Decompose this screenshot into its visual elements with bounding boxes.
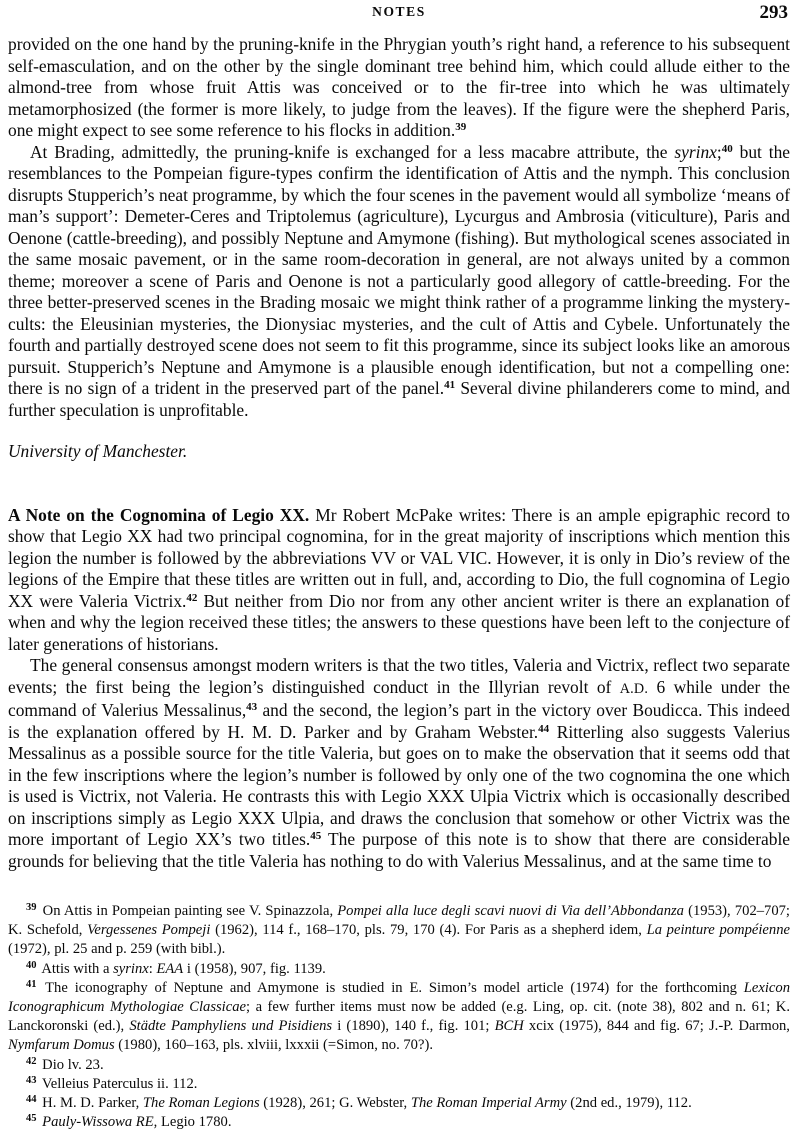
- footnote-reference[interactable]: 39: [455, 121, 467, 133]
- text-run: provided on the one hand by the pruning-knife in the Phrygian youth’s right hand, a reference to his subsequent self-emasculation, and on the other by the single dominant tree behind him, which could allude either to the almond-tree from whose fruit Attis was conceived or to the fir-tree into which he was ultimately metamorphosized (the former is more likely, to judge from the leaves). If the figure were the shepherd Paris, one might expect to see some reference to his flocks in addition.: [8, 34, 790, 140]
- footnote-43: [8, 1075, 790, 1094]
- text-run: The general consensus amongst modern writers is that the two titles, Valeria and Victrix, reflect two separate events; the first being the legion’s distinguished conduct in the Illyrian revolt of: [8, 655, 790, 697]
- text-run: (1972), pl. 25 and p. 259 (with bibl.).: [8, 941, 226, 958]
- article-legio-body: [8, 505, 790, 873]
- italic-title: Städte Pamphyliens und Pisidiens: [129, 1018, 333, 1035]
- text-run: Several divine philanderers come to mind, and further speculation is unprofitable.: [8, 378, 790, 420]
- text-run: (1928), 261; G. Webster,: [259, 1095, 411, 1112]
- text-run: The iconography of Neptune and Amymone is studied in E. Simon’s model article (1974) for the forthcoming: [38, 979, 744, 996]
- footnote-reference[interactable]: 43: [246, 701, 258, 713]
- footnote-number: 40: [26, 959, 37, 971]
- note-heading: A Note on the Cognomina of Legio XX.: [8, 504, 310, 525]
- author-affiliation: University of Manchester.: [8, 441, 188, 461]
- footnote-reference[interactable]: 40: [721, 142, 733, 155]
- italic-title: Lexicon Iconographicum Mythologiae Classicae: [8, 979, 790, 1016]
- footnote-number: 42: [26, 1055, 37, 1067]
- footnotes-block: [8, 902, 790, 1132]
- italic-title: BCH: [494, 1018, 524, 1035]
- text-run: On Attis in Pompeian painting see V. Spinazzola,: [38, 903, 338, 919]
- small-caps-text: A.D.: [619, 680, 649, 697]
- text-run: but the resemblances to the Pompeian figure-types confirm the identification of Attis and the nymph. This conclusion disrupts Stupperich’s neat programme, by which the four scenes in the pavement would all symbolize ‘means of man’s support’: Demeter-Ceres and Triptolemus (agriculture), Lycurgus and Ambrosia (viticulture), Paris and Oenone (cattle-breeding), and possibly Neptune and Amymone (fishing). But mythological scenes associated in the same mosaic pavement, or in the same room-decoration in general, are not always united by a common theme; moreover a scene of Paris and Oenone is not a particularly good allegory of cattle-breeding. For the three better-preserved scenes in the Brading mosaic we might think rather of a programme linking the mystery-cults: the Eleusinian mysteries, the Dionysiac mysteries, and the cult of Attis and Cybele. Unfortunately the fourth and partially destroyed scene does not seem to fit this programme, since its subject looks like an amorous pursuit. Stupperich’s Neptune and Amymone is a plausible enough identification, but not a compelling one: there is no sign of a trident in the preserved part of the panel.: [8, 141, 790, 398]
- footnote-44: [8, 1094, 790, 1113]
- text-run: Mr Robert McPake writes: There is an ample epigraphic record to show that Legio XX had two principal cognomina, for in the great majority of inscriptions which mention this legion the number is followed by the abbreviations VV or VAL VIC. However, it is only in Dio’s review of the legions of the Empire that these titles are written out in full, and, according to Dio, the full cognomina of Legio XX were Valeria Victrix.: [8, 504, 791, 611]
- footnote-reference[interactable]: 41: [444, 379, 456, 391]
- text-run: and the second, the legion’s part in the victory over Boudicca. This indeed is the explanation offered by H. M. D. Parker and by Graham Webster.: [8, 700, 790, 742]
- italic-title: Pauly-Wissowa RE: [42, 1114, 154, 1131]
- italic-title: Pompei alla luce degli scavi nuovi di Via dell’Abbondanza: [337, 903, 684, 919]
- footnote-number: 45: [26, 1113, 37, 1125]
- text-run: (1962), 114 f., 168–170, pls. 79, 170 (4). For Paris as a shepherd idem,: [210, 922, 647, 939]
- text-run: Velleius Paterculus ii. 112.: [38, 1075, 198, 1092]
- running-head: [8, 4, 790, 28]
- text-run: Dio lv. 23.: [38, 1056, 104, 1073]
- para-attis-1: [8, 34, 790, 142]
- page-number: 293: [759, 2, 788, 23]
- text-run: , Legio 1780.: [153, 1114, 232, 1131]
- text-run: ; a few further items must now be added (e.g. Ling, op. cit. (note 38), 802 and n. 61; K. Lanckoronski (ed.),: [8, 999, 790, 1035]
- italic-title: syrinx: [113, 960, 149, 977]
- text-run: :: [148, 960, 157, 977]
- text-run: Ritterling also suggests Valerius Messalinus as a possible source for the title Valeria, but goes on to make the observation that it seems odd that in the few inscriptions where the legion’s number is followed by only one of the two cognomina the one which is used is Victrix, not Valeria. He contrasts this with Legio XXX Ulpia Victrix which is occasionally described on inscriptions simply as Legio XXX Ulpia, and draws the conclusion that somehow or other Victrix was the more important of Legio XX’s two titles.: [8, 721, 790, 849]
- journal-page: [0, 4, 800, 1139]
- footnote-40: [8, 960, 790, 979]
- para-attis-2: [8, 142, 790, 422]
- text-run: (1953), 702–707; K. Schefold,: [8, 903, 790, 939]
- footnote-41: [8, 979, 790, 1056]
- text-run: The purpose of this note is to show that there are considerable grounds for believing that the title Valeria has nothing to do with Valerius Messalinus, and at the same time to: [8, 829, 790, 871]
- text-run: i (1958), 907, fig. 1139.: [183, 960, 326, 977]
- para-legio-2: [8, 655, 790, 872]
- italic-title: EAA: [156, 960, 184, 977]
- text-run: xcix (1975), 844 and fig. 67; J.-P. Darmon,: [523, 1018, 790, 1035]
- italic-title: syrinx: [674, 141, 717, 162]
- footnote-reference[interactable]: 44: [538, 722, 550, 735]
- italic-title: The Roman Legions: [142, 1095, 260, 1112]
- text-run: ;: [716, 141, 722, 162]
- footnote-number: 41: [26, 978, 37, 990]
- footnote-39: [8, 902, 790, 960]
- text-run: i (1890), 140 f., fig. 101;: [332, 1018, 495, 1035]
- italic-title: La peinture pompéienne: [646, 922, 790, 939]
- text-run: (2nd ed., 1979), 112.: [566, 1095, 692, 1112]
- italic-title: The Roman Imperial Army: [410, 1095, 567, 1112]
- running-head-title: NOTES: [372, 4, 426, 19]
- footnote-reference[interactable]: 42: [186, 591, 198, 604]
- footnote-number: 39: [26, 902, 37, 913]
- footnote-45: [8, 1113, 790, 1132]
- text-run: H. M. D. Parker,: [38, 1095, 143, 1112]
- text-run: But neither from Dio nor from any other ancient writer is there an explanation of when and why the legion received these titles; the answers to these questions have been left to the conjecture of later generations of historians.: [8, 590, 790, 654]
- section-divider-space: [8, 463, 790, 505]
- footnote-number: 44: [26, 1094, 37, 1106]
- text-run: At Brading, admittedly, the pruning-knife is exchanged for a less macabre attribute, the: [30, 141, 675, 162]
- footnote-42: [8, 1056, 790, 1075]
- footnote-reference[interactable]: 45: [310, 830, 322, 842]
- para-legio-1: [8, 505, 790, 656]
- italic-title: Vergessenes Pompeji: [87, 922, 211, 939]
- footnote-number: 43: [26, 1074, 37, 1086]
- text-run: Attis with a: [38, 960, 114, 977]
- article-attis-body: [8, 34, 790, 421]
- text-run: 6 while under the command of Valerius Messalinus,: [8, 676, 790, 720]
- italic-title: Nymfarum Domus: [8, 1037, 115, 1054]
- text-run: (1980), 160–163, pls. xlviii, lxxxii (=Simon, no. 70?).: [114, 1037, 433, 1054]
